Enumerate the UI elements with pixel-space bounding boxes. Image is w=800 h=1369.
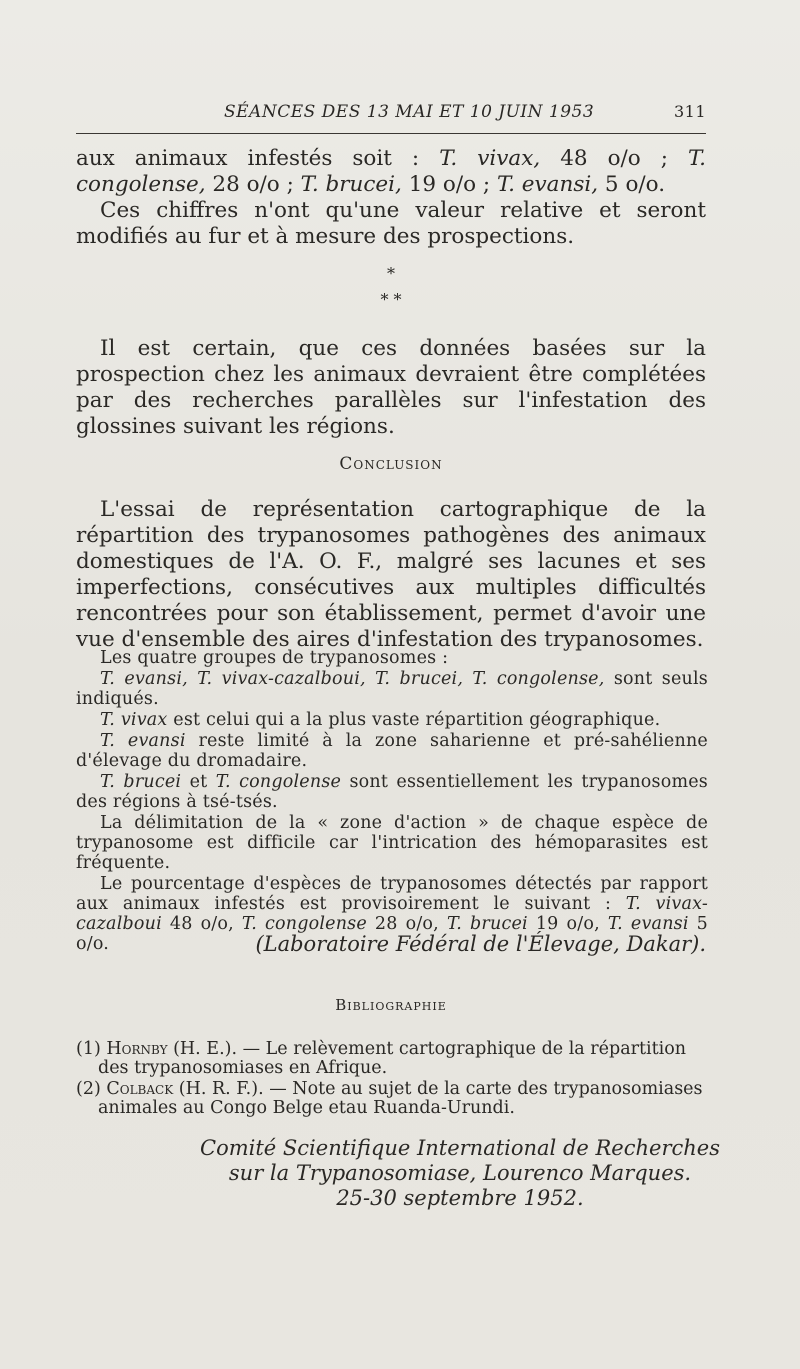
- species-name: T. evansi,: [496, 172, 599, 197]
- conclusion-list: [76, 648, 708, 955]
- closing-line: sur la Trypanosomiase, Lourenco Marques.: [228, 1161, 692, 1185]
- species-name: T. congolense,: [76, 146, 706, 197]
- asterism-top: *: [387, 264, 395, 283]
- reference-author: Hornby: [106, 1039, 168, 1059]
- relative-value-paragraph: Ces chiffres n'ont qu'une valeur relative et seront modifiés au fur et à mesure des prospections.: [76, 198, 706, 249]
- reference-number: (2): [76, 1079, 107, 1099]
- species-name: T. brucei: [446, 914, 528, 934]
- species-name: T. congolense: [215, 772, 342, 792]
- species-name: T. vivax-cazalboui: [76, 894, 709, 934]
- closing-line: 25-30 septembre 1952.: [336, 1186, 584, 1210]
- species-name: T. evansi, T. vivax-cazalboui, T. brucei, T. congolense,: [100, 669, 605, 689]
- text: 19 o/o,: [527, 914, 608, 934]
- species-name: T. vivax,: [439, 146, 541, 171]
- percentages-paragraph: [76, 146, 706, 198]
- conclusion-paragraph: L'essai de représentation cartographique de la répartition des trypanosomes pathogènes des animaux domestiques de l'A. O. F., malgré ses lacunes et ses imperfections, consécutives aux multiples difficultés rencontrées pour son établissement, permet d'avoir une vue d'ensemble des aires d'infestation des trypanosomes.: [76, 497, 706, 652]
- text: Le pourcentage d'espèces de trypanosomes détectés par rapport aux animaux infestés est provisoirement le suivant :: [76, 874, 708, 914]
- evansi-item: [76, 731, 708, 771]
- text: 48 o/o,: [161, 914, 242, 934]
- glossines-paragraph: Il est certain, que ces données basées sur la prospection chez les animaux devraient être complétées par des recherches parallèles sur l'infestation des glossines suivant les régions.: [76, 336, 706, 439]
- closing-line: Comité Scientifique International de Recherches: [200, 1136, 720, 1160]
- conclusion-paragraph-block: [76, 497, 706, 653]
- laboratory-signature: (Laboratoire Fédéral de l'Élevage, Dakar).: [255, 932, 706, 956]
- text: sont essentiellement les trypanosomes des régions à tsé-tsés.: [76, 772, 708, 812]
- species-name: T. vivax: [100, 710, 168, 730]
- vivax-item: [76, 710, 708, 730]
- delimitation-item: La délimitation de la « zone d'action » de chaque espèce de trypanosome est difficile car l'intrication des hémoparasites est fréquente.: [76, 813, 708, 873]
- text: 48 o/o ;: [540, 146, 688, 171]
- glossines-paragraph-block: [76, 336, 706, 440]
- reference-text: (H. R. F.). — Note au sujet de la carte des trypanosomiases animales au Congo Belge etau Ruanda-Urundi.: [98, 1079, 703, 1118]
- page-number: 311: [673, 102, 706, 121]
- species-name: T. brucei,: [300, 172, 402, 197]
- groups-list: [76, 669, 708, 709]
- closing-reference: [200, 1136, 720, 1211]
- species-name: T. evansi: [607, 914, 689, 934]
- text: reste limité à la zone saharienne et pré-sahélienne d'élevage du dromadaire.: [76, 731, 708, 771]
- text: est celui qui a la plus vaste répartition géographique.: [167, 710, 661, 730]
- header-rule: [76, 133, 706, 134]
- text: 28 o/o,: [366, 914, 447, 934]
- reference-number: (1): [76, 1039, 107, 1059]
- intro-paragraphs: [76, 146, 706, 250]
- conclusion-heading: Conclusion: [339, 454, 443, 474]
- text: sont seuls indiqués.: [76, 669, 708, 709]
- reference-author: Colback: [106, 1079, 174, 1099]
- text: 19 o/o ;: [401, 172, 497, 197]
- text: et: [181, 772, 216, 792]
- running-header: [76, 102, 706, 128]
- brucei-item: [76, 772, 708, 812]
- reference-item: [76, 1040, 708, 1078]
- bibliography-heading: Bibliographie: [335, 996, 447, 1014]
- reference-item: [76, 1080, 708, 1118]
- species-name: T. brucei: [100, 772, 182, 792]
- groups-intro: Les quatre groupes de trypanosomes :: [100, 648, 449, 668]
- species-name: T. evansi: [100, 731, 186, 751]
- asterism-bottom: * *: [380, 290, 402, 309]
- text: 28 o/o ;: [205, 172, 301, 197]
- text: 5 o/o.: [76, 914, 708, 954]
- running-title: SÉANCES DES 13 MAI ET 10 JUIN 1953: [224, 102, 595, 122]
- species-name: T. congolense: [241, 914, 367, 934]
- text: 5 o/o.: [598, 172, 666, 197]
- reference-list: [76, 1040, 708, 1120]
- reference-text: (H. E.). — Le relèvement cartographique de la répartition des trypanosomiases en Afrique.: [98, 1039, 687, 1078]
- text: aux animaux infestés soit :: [76, 146, 440, 171]
